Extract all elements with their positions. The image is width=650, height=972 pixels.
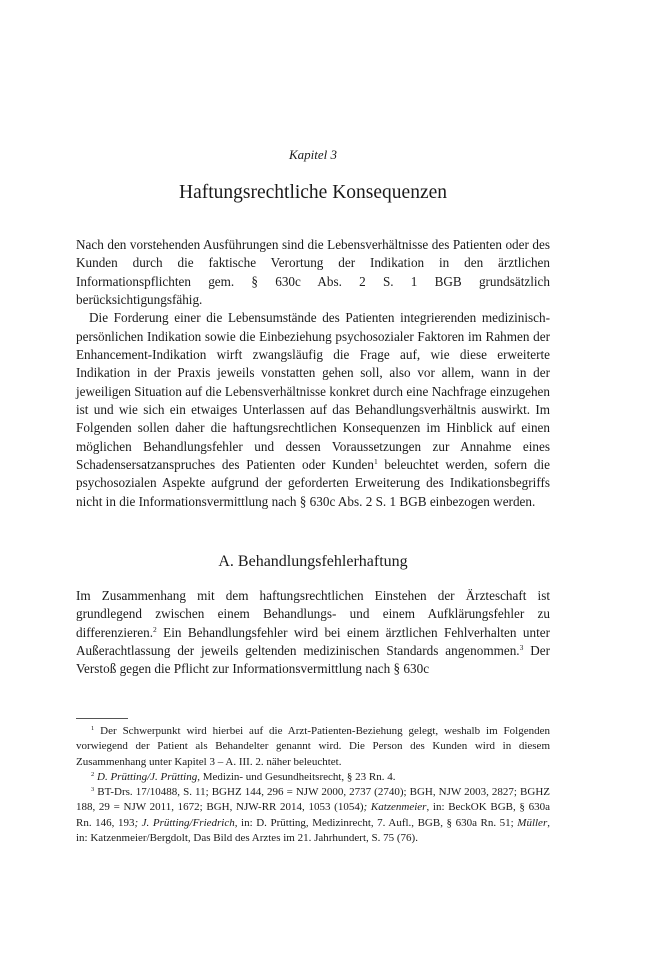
- intro-paragraph-1: Nach den vorstehenden Ausführungen sind die Lebensverhältnisse des Patienten oder des Kunden durch die faktische Verortung der Indikation in den ärztlichen Informationspflichten gem. § 630c Abs. 2 S. 1 BGB grundsätzlich berücksichtigungsfähig.: [76, 237, 550, 308]
- footnote-3: [76, 785, 550, 846]
- footnote-2-number: 2: [91, 770, 95, 778]
- footnote-ref-2: 2: [153, 624, 157, 634]
- intro-paragraph-2-text-a: Die Forderung einer die Lebensumstände des Patienten integrierenden medizinisch-persönlichen Indikation sowie die Einbeziehung psychosozialer Faktoren im Rahmen der Enhancement-Indikation wirft zwangsläufig die Frage auf, wie diese erweiterte Indikation in der Praxis jeweils vonstatten gehen soll, also vor allem, wann in der jeweiligen Situation auf die Lebensverhältnisse konkret durch eine Nachfrage einzugehen ist und wie sich ein etwaiges Unterlassen auf das Behandlungsverhältnis auswirkt. Im Folgenden sollen daher die haftungsrechtlichen Konsequenzen im Hinblick auf einen möglichen Behandlungsfehler und dessen Voraussetzungen zur Annahme eines Schadensersatzanspruches des Patienten oder Kunden: [76, 310, 550, 473]
- footnote-3-text-c: , in: D. Prütting, Medizinrecht, 7. Aufl., BGB, § 630a Rn. 51;: [234, 816, 518, 829]
- footnote-divider: [76, 718, 128, 719]
- section-text-a: Im Zusammenhang mit dem haftungsrechtlichen Einstehen der Ärzteschaft ist grundlegend zwischen einem Behandlungs- und einem Aufklärungsfehler zu differenzieren.: [76, 588, 550, 640]
- footnote-3-author-b: ; J. Prütting/Friedrich: [134, 816, 235, 829]
- footnote-ref-3: 3: [519, 643, 524, 653]
- footnote-2-text: , Medizin- und Gesundheitsrecht, § 23 Rn. 4.: [197, 770, 396, 783]
- section-heading: A. Behandlungsfehlerhaftung: [218, 553, 408, 570]
- intro-paragraph-2-text-b: beleuchtet werden, sofern die psychosozialen Aspekte aufgrund der geforderten Erweiterung des Indikationsbegriffs nicht in die Informationsvermittlung nach § 630c Abs. 2 S. 1 BGB einbezogen werden.: [76, 457, 550, 509]
- section-paragraph: [76, 587, 550, 679]
- intro-text: [76, 236, 550, 511]
- section-text-b: Ein Behandlungsfehler wird bei einem ärztlichen Fehlverhalten unter Außerachtlassung der jeweils geltenden medizinischen Standards angenommen.: [76, 624, 550, 659]
- footnote-2-authors: D. Prütting/J. Prütting: [94, 770, 198, 783]
- chapter-label: Kapitel 3: [288, 147, 338, 162]
- footnote-3-text-a: BT-Drs. 17/10488, S. 11; BGHZ 144, 296 = NJW 2000, 2737 (2740); BGH, NJW 2003, 2827; BGHZ 188, 29 = NJW 2011, 1672; BGH, NJW-RR 2014, 1053 (1054): [76, 786, 550, 814]
- footnote-3-text-b: , in: BeckOK BGB, § 630a Rn. 146, 193: [76, 801, 550, 829]
- intro-paragraph-2: [76, 309, 550, 511]
- footnote-3-author-c: Müller: [517, 816, 548, 829]
- section-text: [76, 587, 550, 679]
- footnote-ref-1: 1: [373, 457, 378, 467]
- footnote-2: [76, 770, 550, 785]
- footnote-1-number: 1: [91, 725, 95, 732]
- footnote-1-text: Der Schwerpunkt wird hierbei auf die Arzt-Patienten-Beziehung gelegt, weshalb im Folgenden vorwiegend der Patient als Behandelter genannt wird. Die Person des Kunden wird in diesem Zusammenhang unter Kapitel 3 – A. III. 2. näher beleuchtet.: [76, 725, 550, 768]
- chapter-title: Haftungsrechtliche Konsequenzen: [178, 182, 448, 203]
- footnote-3-number: 3: [91, 786, 95, 794]
- footnote-3-author-a: ; Katzenmeier: [363, 801, 427, 814]
- footnotes: [76, 724, 550, 846]
- section-text-c: Der Verstoß gegen die Pflicht zur Informationsvermittlung nach § 630c: [76, 643, 550, 677]
- footnote-1: [76, 724, 550, 770]
- footnote-3-text-d: , in: Katzenmeier/Bergdolt, Das Bild des Arztes im 21. Jahrhundert, S. 75 (76).: [76, 816, 550, 845]
